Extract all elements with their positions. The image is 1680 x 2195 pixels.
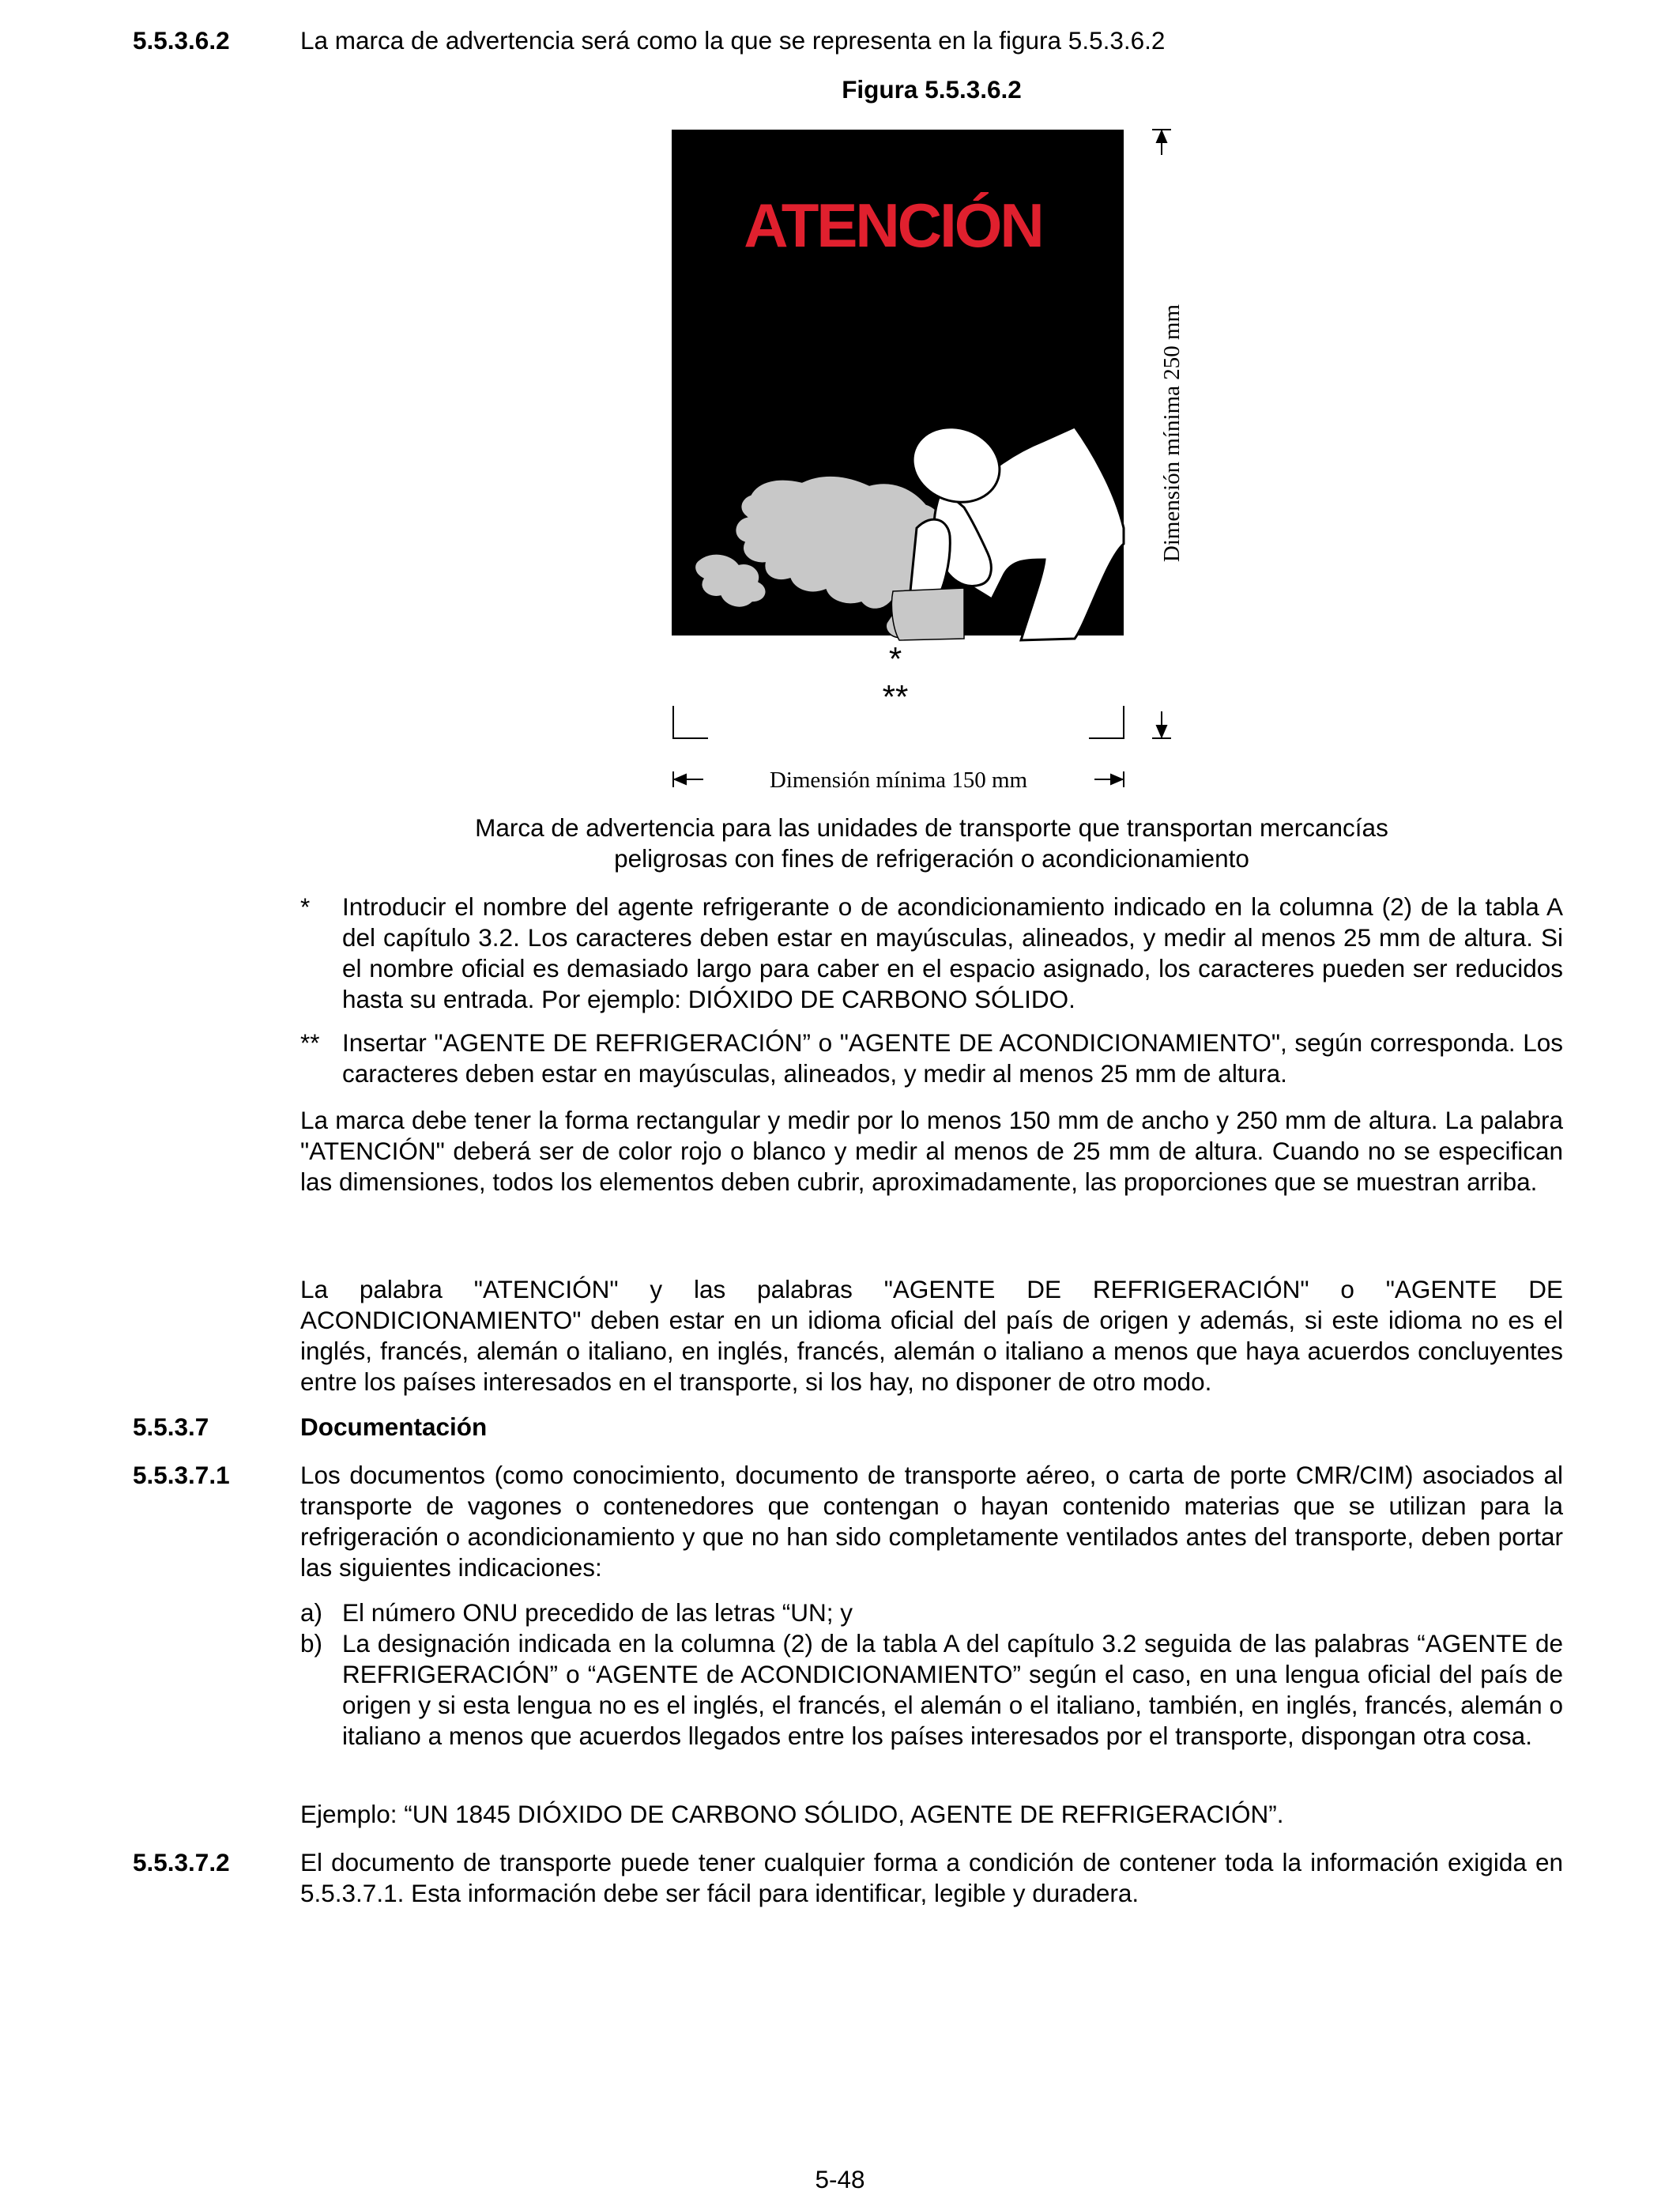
footnote-mark: ** bbox=[300, 1028, 320, 1057]
paragraph-text: La marca debe tener la forma rectangular y medir por lo menos 150 mm de ancho y 250 mm de altura. La palabra "ATENCIÓN" deberá ser de color rojo o blanco y medir al menos de 25 mm de altura. Cuando no se especifican las dimensiones, todos los elementos deben cubrir, aproximadamente, las proporciones que se muestran arriba. bbox=[300, 1106, 1563, 1196]
section-title: Documentación bbox=[300, 1412, 488, 1441]
caption-line-2: peligrosas con fines de refrigeración o acondicionamiento bbox=[614, 844, 1249, 873]
width-dimension-label: Dimensión mínima 150 mm bbox=[769, 767, 1028, 793]
page-number: 5-48 bbox=[815, 2165, 865, 2193]
section-text: Los documentos (como conocimiento, documento de transporte aéreo, o carta de porte CMR/CIM) asociados al transporte de vagones o contenedores que contengan o hayan contenido materias que se utilizan para la refrigeración o acondicionamiento y que no han sido completamente ventilados antes del transporte, deben portar las siguientes indicaciones: bbox=[300, 1461, 1563, 1582]
height-dimension-label: Dimensión mínima 250 mm bbox=[1159, 304, 1185, 563]
corner-bracket-left bbox=[673, 706, 708, 738]
section-number: 5.5.3.7 bbox=[133, 1412, 209, 1441]
caption-line-1: Marca de advertencia para las unidades de transporte que transportan mercancías bbox=[475, 813, 1388, 842]
section-number: 5.5.3.7.2 bbox=[133, 1848, 230, 1876]
section-text: La marca de advertencia será como la que se representa en la figura 5.5.3.6.2 bbox=[300, 26, 1166, 55]
star-placeholder-1: * bbox=[888, 640, 902, 677]
section-number: 5.5.3.6.2 bbox=[133, 26, 230, 55]
footnote-mark: * bbox=[300, 892, 311, 921]
star-placeholder-2: ** bbox=[882, 678, 909, 715]
list-letter: b) bbox=[300, 1629, 323, 1658]
paragraph-text: La palabra "ATENCIÓN" y las palabras "AGENTE DE REFRIGERACIÓN" o "AGENTE DE ACONDICIONAMIENTO" deben estar en un idioma oficial del país de origen y además, si este idioma no es el inglés, francés, alemán o italiano, en inglés, francés, alemán o italiano a menos que haya acuerdos concluyentes entre los países interesados en el transporte, si los hay, no disponer de otro modo. bbox=[300, 1275, 1563, 1396]
example-text: Ejemplo: “UN 1845 DIÓXIDO DE CARBONO SÓLIDO, AGENTE DE REFRIGERACIÓN”. bbox=[300, 1800, 1284, 1828]
footnote-text: Introducir el nombre del agente refrigerante o de acondicionamiento indicado en la columna (2) de la tabla A del capítulo 3.2. Los caracteres deben estar en mayúsculas, alineados, y medir al menos 25 mm de altura. Si el nombre oficial es demasiado largo para caber en el espacio asignado, los caracteres pueden ser reducidos hasta su entrada. Por ejemplo: DIÓXIDO DE CARBONO SÓLIDO. bbox=[342, 892, 1563, 1013]
section-number: 5.5.3.7.1 bbox=[133, 1461, 230, 1489]
list-text: La designación indicada en la columna (2) de la tabla A del capítulo 3.2 seguida de las palabras “AGENTE de REFRIGERACIÓN” o “AGENTE de ACONDICIONAMIENTO” según el caso, en una lengua oficial del país de origen y si esta lengua no es el inglés, el francés, el alemán o el italiano, también, en inglés, francés, alemán o italiano a menos que acuerdos llegados entre los países interesados por el transporte, dispongan otra cosa. bbox=[342, 1629, 1563, 1750]
footnote-text: Insertar "AGENTE DE REFRIGERACIÓN” o "AGENTE DE ACONDICIONAMIENTO", según corresponda. Los caracteres deben estar en mayúsculas, alineados, y medir al menos 25 mm de altura. bbox=[342, 1028, 1563, 1088]
list-text: El número ONU precedido de las letras “UN; y bbox=[342, 1598, 853, 1627]
section-text: El documento de transporte puede tener cualquier forma a condición de contener toda la información exigida en 5.5.3.7.1. Esta información debe ser fácil para identificar, legible y duradera. bbox=[300, 1848, 1563, 1907]
list-letter: a) bbox=[300, 1598, 323, 1627]
warning-mark-figure bbox=[632, 117, 1201, 797]
corner-bracket-right bbox=[1089, 706, 1124, 738]
figure-title: Figura 5.5.3.6.2 bbox=[842, 75, 1022, 104]
sign-word: ATENCIÓN bbox=[744, 190, 1042, 260]
